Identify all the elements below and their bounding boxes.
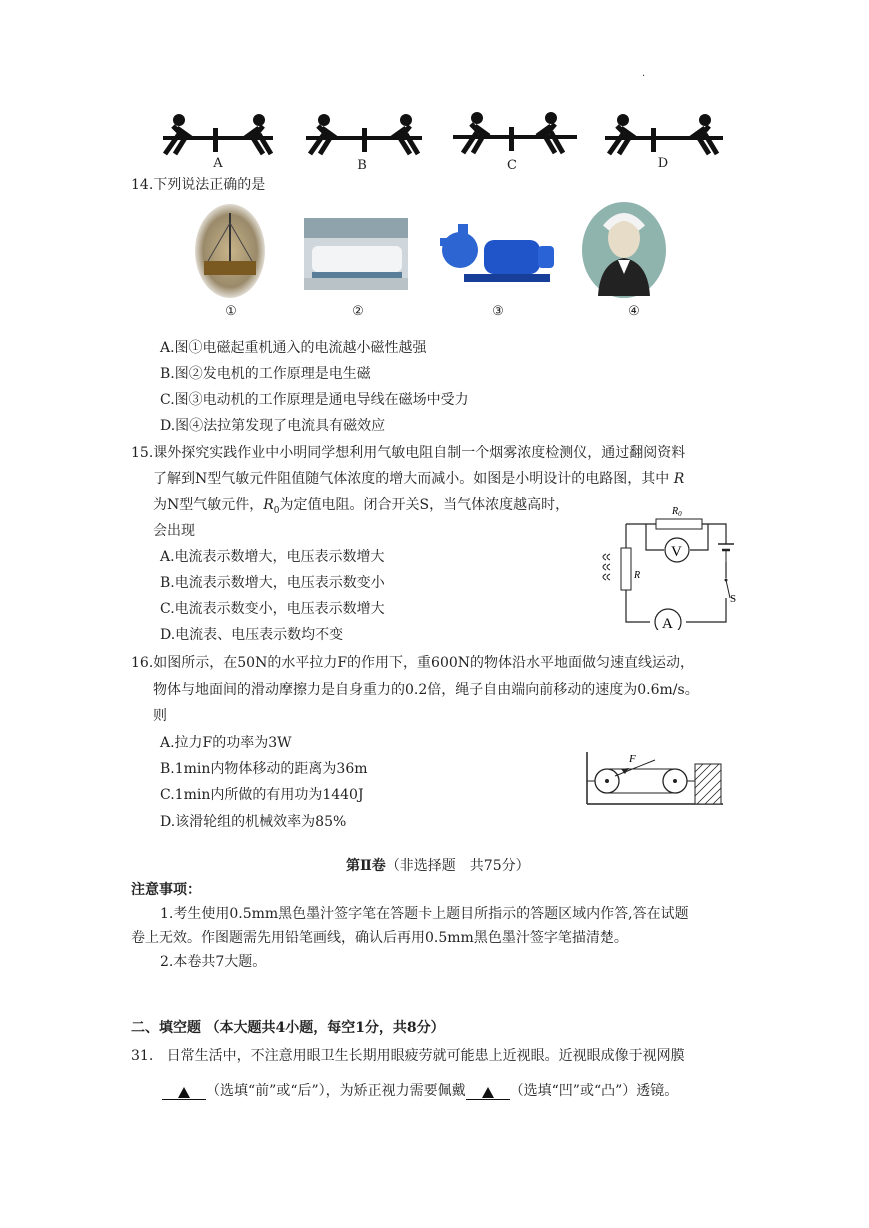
q16-option-d: D.该滑轮组的机械效率为85% <box>160 814 347 830</box>
q15-option-b: B.电流表示数增大，电压表示数变小 <box>160 575 385 591</box>
notice-item-2: 2.本卷共7大题。 <box>160 954 267 970</box>
part2-subtitle: （非选择题 共75分） <box>385 858 530 874</box>
q31-blank-1[interactable] <box>162 1083 206 1100</box>
pulley-system-diagram <box>585 748 727 816</box>
generator-photo <box>304 218 408 294</box>
circuit-r0-label: $R_0$ <box>672 506 682 518</box>
q16-option-b: B.1min内物体移动的距离为36m <box>160 761 368 777</box>
q31-blank-2[interactable] <box>466 1083 510 1100</box>
photo-caption-2: ② <box>352 304 364 319</box>
circuit-switch-label: S <box>730 593 737 605</box>
notice-item-1b: 卷上无效。作图题需先用铅笔画线，确认后再用0.5mm黑色墨汁签字笔描清楚。 <box>131 930 628 946</box>
q31-line-2 <box>162 1081 678 1101</box>
part2-heading <box>346 856 530 876</box>
notice-item-1a: 1.考生使用0.5mm黑色墨汁签字笔在答题卡上题目所指示的答题区域内作答,答在试题 <box>160 906 689 922</box>
tug-label-c: C <box>507 158 517 173</box>
electromagnet-crane-photo <box>194 203 266 303</box>
triangle-icon <box>178 1087 190 1098</box>
q15-line-3 <box>153 495 569 521</box>
q16-line-2: 物体与地面间的滑动摩擦力是自身重力的0.2倍，绳子自由端向前移动的速度为0.6m/s。 <box>153 682 699 698</box>
page-dot: . <box>642 68 646 79</box>
q31-number: 31. <box>131 1048 154 1064</box>
q14-option-a: A.图①电磁起重机通入的电流越小磁性越强 <box>160 340 427 356</box>
q16-option-c: C.1min内所做的有用功为1440J <box>160 787 364 803</box>
pulley-force-label: F <box>629 753 636 765</box>
q31-line-1 <box>131 1046 685 1066</box>
photo-caption-3: ③ <box>492 304 504 319</box>
q31-text-a: （选填“前”或“后”），为矫正视力需要佩戴 <box>206 1083 466 1099</box>
circuit-ammeter-label: A <box>662 616 673 630</box>
tug-label-a: A <box>213 156 223 171</box>
q15-line-1: 15.课外探究实践作业中小明同学想利用气敏电阻自制一个烟雾浓度检测仪，通过翻阅资料 <box>131 445 686 461</box>
tug-label-d: D <box>657 156 669 171</box>
q15-line-3a: 为N型气敏元件， <box>153 497 264 513</box>
q16-line-1: 16.如图所示，在50N的水平拉力F的作用下，重600N的物体沿水平地面做匀速直线运动， <box>131 655 695 671</box>
q15-line-2 <box>153 469 684 489</box>
section2-heading <box>131 1018 445 1038</box>
q14-stem: 14.下列说法正确的是 <box>131 177 266 193</box>
faraday-portrait <box>580 200 668 304</box>
section2-title: 二、填空题 <box>131 1020 201 1036</box>
circuit-voltmeter-label: V <box>671 544 682 560</box>
q15-option-a: A.电流表示数增大，电压表示数增大 <box>160 549 385 565</box>
smoke-detector-circuit-diagram <box>592 500 742 634</box>
part2-title: 第Ⅱ卷 <box>346 858 386 874</box>
q14-option-c: C.图③电动机的工作原理是通电导线在磁场中受力 <box>160 392 469 408</box>
triangle-icon <box>482 1087 494 1098</box>
photo-caption-4: ④ <box>628 304 640 319</box>
q15-line-4: 会出现 <box>153 523 195 539</box>
q31-text-b: （选填“凹”或“凸”）透镜。 <box>509 1083 679 1099</box>
circuit-resistor-label: R <box>634 570 641 581</box>
q16-option-a: A.拉力F的功率为3W <box>160 735 292 751</box>
q15-line-3b: 为定值电阻。闭合开关S，当气体浓度越高时， <box>279 497 570 513</box>
q31-stem: 日常生活中，不注意用眼卫生长期用眼疲劳就可能患上近视眼。近视眼成像于视网膜 <box>166 1048 685 1064</box>
q15-line-2-text: 了解到N型气敏元件阻值随气体浓度的增大而减小。如图是小明设计的电路图，其中 <box>153 471 670 487</box>
q16-line-3: 则 <box>153 708 167 724</box>
photo-caption-1: ① <box>225 304 237 319</box>
q15-option-c: C.电流表示数变小，电压表示数增大 <box>160 601 385 617</box>
electric-motor-pump-photo <box>434 220 562 294</box>
q14-option-b: B.图②发电机的工作原理是电生磁 <box>160 366 371 382</box>
tug-label-b: B <box>357 158 367 173</box>
notice-title: 注意事项： <box>131 882 201 898</box>
q14-option-d: D.图④法拉第发现了电流具有磁效应 <box>160 418 386 434</box>
tug-of-war-figure-b <box>302 108 427 164</box>
tug-of-war-figure-c <box>451 105 579 164</box>
q15-option-d: D.电流表、电压表示数均不变 <box>160 627 344 643</box>
q15-r-var: R <box>673 471 685 487</box>
q15-r0-sub: 0 <box>273 505 280 516</box>
section2-note: （本大题共4小题，每空1分，共8分） <box>205 1020 445 1036</box>
q15-r0-var: R <box>263 497 274 513</box>
